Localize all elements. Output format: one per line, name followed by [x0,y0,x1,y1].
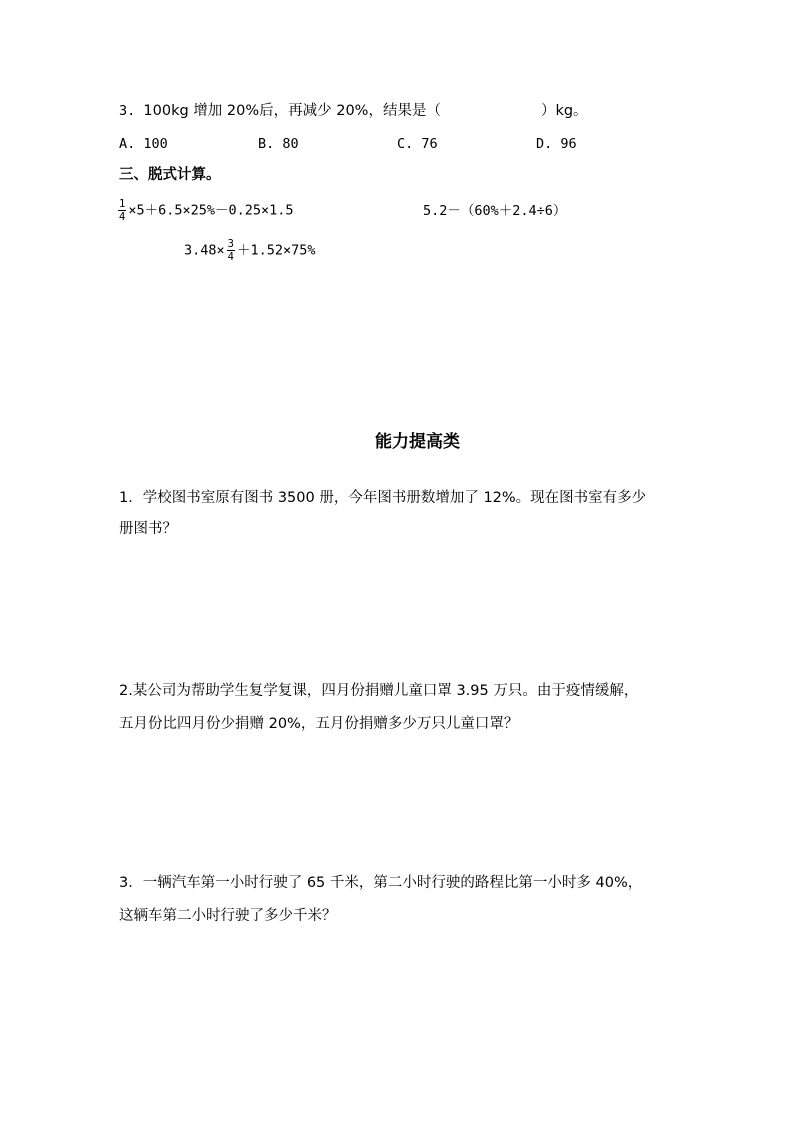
problem-3-line-2: 这辆车第二小时行驶了多少千米？ [119,908,337,924]
problem-3-line-1: 3．一辆汽车第一小时行驶了 65 千米，第二小时行驶的路程比第一小时多 40%， [119,875,643,891]
problem-1-line-1: 1．学校图书室原有图书 3500 册，今年图书册数增加了 12%。现在图书室有多少 [119,490,647,506]
choice-a: A. 100 [119,136,168,152]
fraction-one-quarter [118,198,126,223]
question-3-text-end: ）kg。 [540,103,588,119]
fraction-numerator: 1 [119,198,126,210]
choice-c: C. 76 [397,136,438,152]
fraction-three-quarters [227,238,235,263]
expression-1 [118,198,294,223]
question-3 [119,101,588,121]
expression-1-rest: ×5＋6.5×25%－0.25×1.5 [128,202,294,219]
section-3-title: 三、脱式计算。 [119,167,221,183]
expression-3-start: 3.48× [184,242,225,259]
problem-1-line-2: 册图书？ [119,521,177,537]
fraction-numerator: 3 [227,238,234,250]
question-3-number: 3. [119,103,144,119]
expression-2: 5.2－（60%＋2.4÷6） [423,203,567,219]
choice-d: D. 96 [536,136,577,152]
question-3-text-start: 100kg 增加 20%后，再减少 20%，结果是（ [143,103,441,119]
expression-3-end: ＋1.52×75% [236,242,316,259]
fraction-denominator: 4 [227,251,234,263]
problem-2-line-1: 2.某公司为帮助学生复学复课，四月份捐赠儿童口罩 3.95 万只。由于疫情缓解， [119,683,639,699]
problem-2-line-2: 五月份比四月份少捐赠 20%，五月份捐赠多少万只儿童口罩？ [119,716,519,732]
section-improve-title: 能力提高类 [375,432,460,452]
expression-3 [184,238,316,263]
choice-b: B. 80 [258,136,299,152]
fraction-denominator: 4 [119,211,126,223]
